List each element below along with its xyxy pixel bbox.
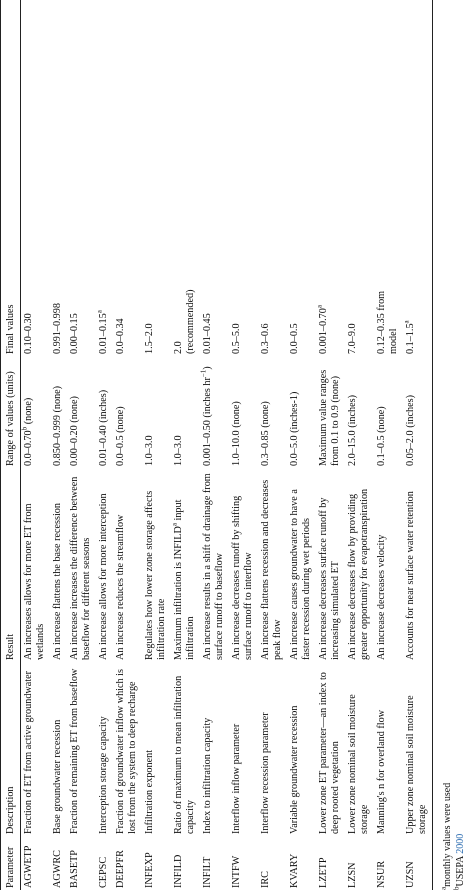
spacer-cell [403,0,433,276]
range-cell-text: Maximum value ranges from 0.1 to 0.9 (none) [318,369,341,466]
description-cell [229,662,258,836]
result-cell [113,468,142,662]
range-cell [287,356,316,468]
final-value-cell [258,276,287,356]
result-cell [21,468,51,662]
description-cell-text: Interception storage capacity [98,716,109,834]
range-cell-text: 0.0–0.70 [23,430,34,466]
spacer-cell [113,0,142,276]
parameter-cell-text: KVARY [289,853,300,888]
header-range: Range of values (units) [1,356,21,468]
description-cell-text: Base groundwater recession [52,719,63,834]
parameter-cell-text: INTFW [231,855,242,888]
description-cell [403,662,433,836]
range-cell [258,356,287,468]
final-value-cell-text: 0.5–5.0 [231,323,242,354]
reference-link[interactable]: 2000 [455,833,466,854]
description-cell [113,662,142,836]
result-cell [200,468,229,662]
final-value-cell-text: 0.00–0.15 [69,313,80,354]
result-cell-text: An increase results in a shift of drainage from surface runoff to baseflow [202,473,225,660]
header-result: Result [1,468,21,662]
parameter-cell-text: IRC [260,871,271,888]
result-cell-text: An increases allows for more ET from wetlands [23,503,46,660]
range-cell-text: 0.1–0.5 (none) [376,406,387,466]
parameter-cell [374,836,403,890]
spacer-cell [258,0,287,276]
table-row [403,0,433,890]
result-cell-text: An increase causes groundwater to have a faster recession during wet periods [289,489,312,660]
result-cell-tail: input infiltration [173,499,196,660]
description-cell-text: Lower zone nominal soil moisture storage [347,694,370,834]
final-value-cell [316,276,345,356]
result-cell-text: An increase decreases surface runoff by increasing simulated ET [318,497,341,660]
header-parameter: Parameter [1,836,21,890]
result-cell [171,468,200,662]
final-value-cell-text: 0.01–0.15 [98,313,109,354]
description-cell-text: Interflow inflow parameter [231,723,242,834]
final-value-cell-text: 0.991–0.998 [52,303,63,354]
footnote-mark: a [439,886,448,890]
parameter-cell-text: LZETP [318,857,329,888]
result-cell-text: Maximum infiltration is INFILD [173,526,184,660]
result-cell-text: An increase flattens the base recession [52,503,63,660]
description-cell-text: Variable groundwater recession [289,705,300,834]
range-cell-tail: ) [202,366,213,370]
parameter-cell-text: AGWRC [52,850,63,888]
description-cell-text: Index to infiltration capacity [202,717,213,834]
description-cell [374,662,403,836]
table-row [142,0,171,890]
description-cell [67,662,96,836]
description-cell [345,662,374,836]
description-cell-text: Infiltration exponent [144,749,155,834]
range-cell [67,356,96,468]
parameter-cell [21,836,51,890]
table-header-row [1,0,21,890]
spacer-cell [67,0,96,276]
final-value-cell [403,276,433,356]
range-cell [403,356,433,468]
table-row [345,0,374,890]
final-value-cell [21,276,51,356]
parameter-cell-text: INFEXP [144,852,155,888]
description-cell-text: Fraction of groundwater inflow which is lost from the system to deep recharge [115,669,138,834]
result-cell-text: Accounts for near surface water retention [405,491,416,660]
range-cell [21,356,51,468]
table-row [200,0,229,890]
parameter-cell [229,836,258,890]
table-row [50,0,67,890]
table-row [258,0,287,890]
final-value-cell-text: 0.0–0.34 [115,318,126,354]
parameter-cell-text: BASETP [69,850,80,888]
final-value-cell [50,276,67,356]
result-cell-text: Regulates how lower zone storage affects infiltration rate [144,490,167,660]
parameter-cell-text: INFILT [202,856,213,888]
spacer-cell [96,0,113,276]
final-value-cell [229,276,258,356]
final-value-cell-text: 0.12–0.35 from model [376,290,399,354]
result-cell [403,468,433,662]
result-cell-superscript: a [170,523,179,527]
parameter-cell [113,836,142,890]
final-value-cell-text: 0.1–1.5 [405,323,416,354]
result-cell [142,468,171,662]
parameter-cell [200,836,229,890]
final-value-cell [67,276,96,356]
parameter-cell-text: AGWETP [23,845,34,888]
range-cell [200,356,229,468]
table-row [374,0,403,890]
range-cell-text: 1.0–3.0 [173,435,184,466]
parameter-cell [142,836,171,890]
description-cell [287,662,316,836]
final-value-cell [374,276,403,356]
footnote-text: monthly values were used [442,782,453,887]
final-value-cell-text: 1.5–2.0 [144,323,155,354]
parameter-cell [287,836,316,890]
description-cell-text: Fraction of remaining ET from baseflow [69,668,80,834]
result-cell-text: An increase decreases flow by providing greater opportunity for evapotranspiration [347,488,370,660]
description-cell [21,662,51,836]
table-row [287,0,316,890]
range-cell-text: 0.0–0.5 (none) [115,406,126,466]
spacer-cell [142,0,171,276]
description-cell [200,662,229,836]
range-cell-text: 1.0–10.0 (none) [231,401,242,466]
result-cell-text: An increase reduces the streamflow [115,514,126,660]
spacer-cell [229,0,258,276]
result-cell [96,468,113,662]
final-value-cell [200,276,229,356]
parameter-cell [50,836,67,890]
parameter-cell-text: CEPSC [98,856,109,888]
range-cell [374,356,403,468]
spacer-cell [345,0,374,276]
range-cell [142,356,171,468]
spacer-cell [50,0,67,276]
final-value-cell [142,276,171,356]
description-cell-text: Lower zone ET parameter—an index to deep rooted vegetation [318,672,341,834]
range-cell [316,356,345,468]
table-row [171,0,200,890]
range-cell-text: 2.0–15.0 (inches) [347,394,358,466]
final-value-cell-text: 0.0–0.5 [289,323,300,354]
parameter-cell-text: NSUR [376,860,387,888]
description-cell-text: Upper zone nominal soil moisture storage [405,695,428,834]
table-row [21,0,51,890]
description-cell [142,662,171,836]
result-cell [50,468,67,662]
footnotes [441,0,467,890]
spacer-cell [316,0,345,276]
header-final-values: Final values [1,276,21,356]
result-cell-text: An increase decreases runoff by shifting surface runoff to interflow [231,495,254,660]
range-cell-text: 0.00–0.20 (none) [69,396,80,466]
final-value-cell [171,276,200,356]
range-cell-superscript: b [20,426,29,431]
parameter-cell-text: UZSN [405,861,416,888]
final-value-cell [113,276,142,356]
range-cell-tail: (none) [23,397,34,427]
result-cell [345,468,374,662]
final-value-cell-text: 7.0–9.0 [347,323,358,354]
final-value-cell [287,276,316,356]
range-cell-text: 0.3–0.85 (none) [260,401,271,466]
parameter-cell-text: INFILD [173,854,184,888]
result-cell-text: An increase increases the difference between baseflow for different seasons [69,476,92,660]
description-cell [171,662,200,836]
final-value-cell-text: 0.10–0.30 [23,313,34,354]
header-description: Description [1,662,21,836]
table-row [113,0,142,890]
final-value-cell-superscript: a [315,305,324,309]
result-cell-text: An increase allows for more interception [98,493,109,660]
result-cell [374,468,403,662]
description-cell-text: Ratio of maximum to mean infiltration capacity [173,675,196,834]
parameter-cell [403,836,433,890]
range-cell-text: 0.0–5.0 (inches-1) [289,391,300,466]
result-cell-text: An increase decreases velocity [376,534,387,660]
range-cell [50,356,67,468]
final-value-cell-superscript: a [95,310,104,314]
table-body [21,0,433,890]
description-cell-text: Manning's n for overland flow [376,709,387,834]
description-cell-text: Interflow recession parameter [260,712,271,834]
spacer-cell [171,0,200,276]
description-cell [316,662,345,836]
range-cell [96,356,113,468]
spacer-cell [200,0,229,276]
result-cell [258,468,287,662]
spacer-cell [287,0,316,276]
range-cell-text: 0.001–0.50 (inches hr [202,377,213,466]
range-cell-text: 0.01–0.40 (inches) [98,389,109,466]
footnote-b [454,0,467,890]
spacer-cell [374,0,403,276]
final-value-cell-text: 0.3–0.6 [260,323,271,354]
parameter-cell [67,836,96,890]
footnote-a [441,0,454,890]
range-cell-text: 1.0–3.0 [144,435,155,466]
table-row [67,0,96,890]
spacer-cell [21,0,51,276]
parameter-cell-text: DEEPFR [115,850,126,888]
table-row [96,0,113,890]
parameter-cell [96,836,113,890]
range-cell [113,356,142,468]
final-value-cell [96,276,113,356]
result-cell [287,468,316,662]
range-cell [229,356,258,468]
final-value-cell-text: 2.0 (recommended) [173,289,196,354]
range-cell [171,356,200,468]
result-cell [229,468,258,662]
description-cell [258,662,287,836]
table-row [316,0,345,890]
result-cell [67,468,96,662]
result-cell-text: An increase flattens recession and decreases peak flow [260,479,283,660]
final-value-cell-text: 0.01–0.45 [202,313,213,354]
range-cell-text: 0.05–2.0 (inches) [405,394,416,466]
description-cell-text: Fraction of ET from active groundwater [23,670,34,834]
range-cell-superscript: −1 [199,369,208,378]
range-cell [345,356,374,468]
result-cell [316,468,345,662]
parameter-cell [345,836,374,890]
description-cell [50,662,67,836]
final-value-cell-text: 0.001–0.70 [318,308,329,354]
final-value-cell-superscript: a [402,320,411,324]
parameter-cell [316,836,345,890]
table-row [229,0,258,890]
description-cell [96,662,113,836]
parameter-cell [171,836,200,890]
header-spacer [1,0,21,276]
footnote-mark: b [452,886,461,890]
range-cell-text: 0.850–0.999 (none) [52,385,63,466]
footnote-text: USEPA [455,853,466,887]
parameter-cell-text: LZSN [347,862,358,888]
final-value-cell [345,276,374,356]
parameter-cell [258,836,287,890]
